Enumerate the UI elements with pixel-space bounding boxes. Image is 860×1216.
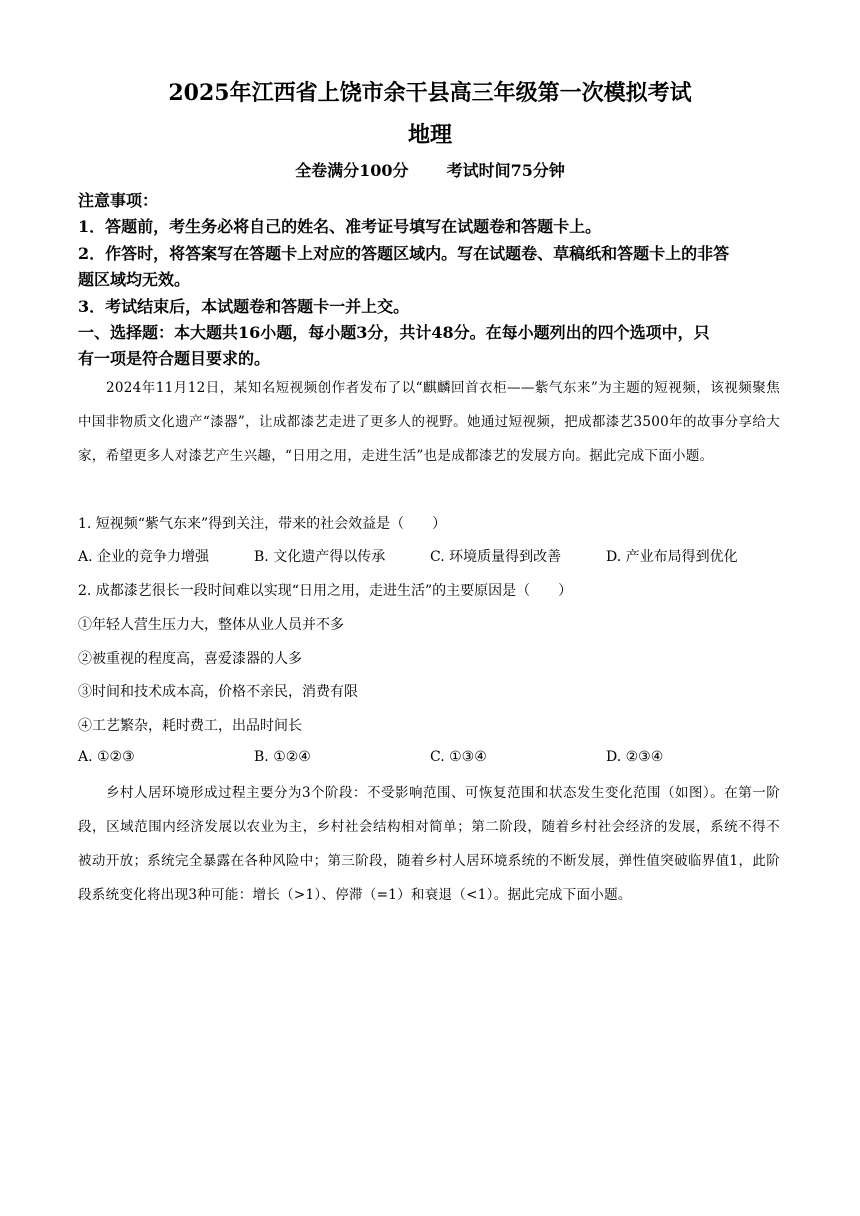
section-heading-line1: 一、选择题：本大题共16小题，每小题3分，共计48分。在每小题列出的四个选项中，只 [78,323,710,342]
q1-option-a: A. 企业的竞争力增强 [78,549,210,565]
full-score: 全卷满分100分 [295,161,409,180]
question-2-stem: 2. 成都漆艺很长一段时间难以实现“日用之用，走进生活”的主要原因是（ ） [78,583,573,599]
q2-option-a: A. ①②③ [78,749,135,765]
q1-option-c: C. 环境质量得到改善 [430,549,562,565]
subject-title: 地理 [407,122,452,148]
exam-title: 2025年江西省上饶市余干县高三年级第一次模拟考试 [168,80,692,106]
notice-item-2: 2．作答时，将答案写在答题卡上对应的答题区域内。写在试题卷、草稿纸和答题卡上的非答 [78,244,730,263]
q2-item-1: ①年轻人营生压力大，整体从业人员并不多 [78,617,344,633]
exam-info [0,158,860,181]
notice-item-1: 1．答题前，考生务必将自己的姓名、准考证号填写在试题卷和答题卡上。 [78,217,602,236]
q2-item-3: ③时间和技术成本高，价格不亲民，消费有限 [78,684,358,700]
q1-option-b: B. 文化遗产得以传承 [254,549,386,565]
notice-item-2-cont: 题区域均无效。 [78,270,191,289]
q2-option-d: D. ②③④ [606,749,664,765]
section-heading-line2: 有一项是符合题目要求的。 [78,349,271,368]
question-1-stem: 1. 短视频“紫气东来”得到关注，带来的社会效益是（ ） [78,516,447,532]
q2-item-4: ④工艺繁杂，耗时费工，出品时间长 [78,718,302,734]
passage-1: 2024年11月12日，某知名短视频创作者发布了以“麒麟回首衣柜——紫气东来”为主题的短视频，该视频聚焦中国非物质文化遗产“漆器”，让成都漆艺走进了更多人的视野。她通过短视频，把成都漆艺3500年的故事分享给大家，希望更多人对漆艺产生兴趣，“日用之用，走进生活”也是成都漆艺的发展方向。据此完成下面小题。 [78,380,780,464]
q2-option-c: C. ①③④ [430,749,487,765]
q1-option-d: D. 产业布局得到优化 [606,549,738,565]
q2-item-2: ②被重视的程度高，喜爱漆器的人多 [78,651,302,667]
exam-time: 考试时间75分钟 [446,161,565,180]
notice-heading: 注意事项： [78,191,159,210]
notice-item-3: 3．考试结束后，本试题卷和答题卡一并上交。 [78,297,410,316]
passage-2: 乡村人居环境形成过程主要分为3个阶段：不受影响范围、可恢复范围和状态发生变化范围（如图）。在第一阶段，区域范围内经济发展以农业为主，乡村社会结构相对简单；第二阶段，随着乡村社会经济的发展，系统不得不被动开放；系统完全暴露在各种风险中；第三阶段，随着乡村人居环境系统的不断发展，弹性值突破临界值1，此阶段系统变化将出现3种可能：增长（>1）、停滞（=1）和衰退（<1）。据此完成下面小题。 [78,785,780,903]
q2-option-b: B. ①②④ [254,749,311,765]
